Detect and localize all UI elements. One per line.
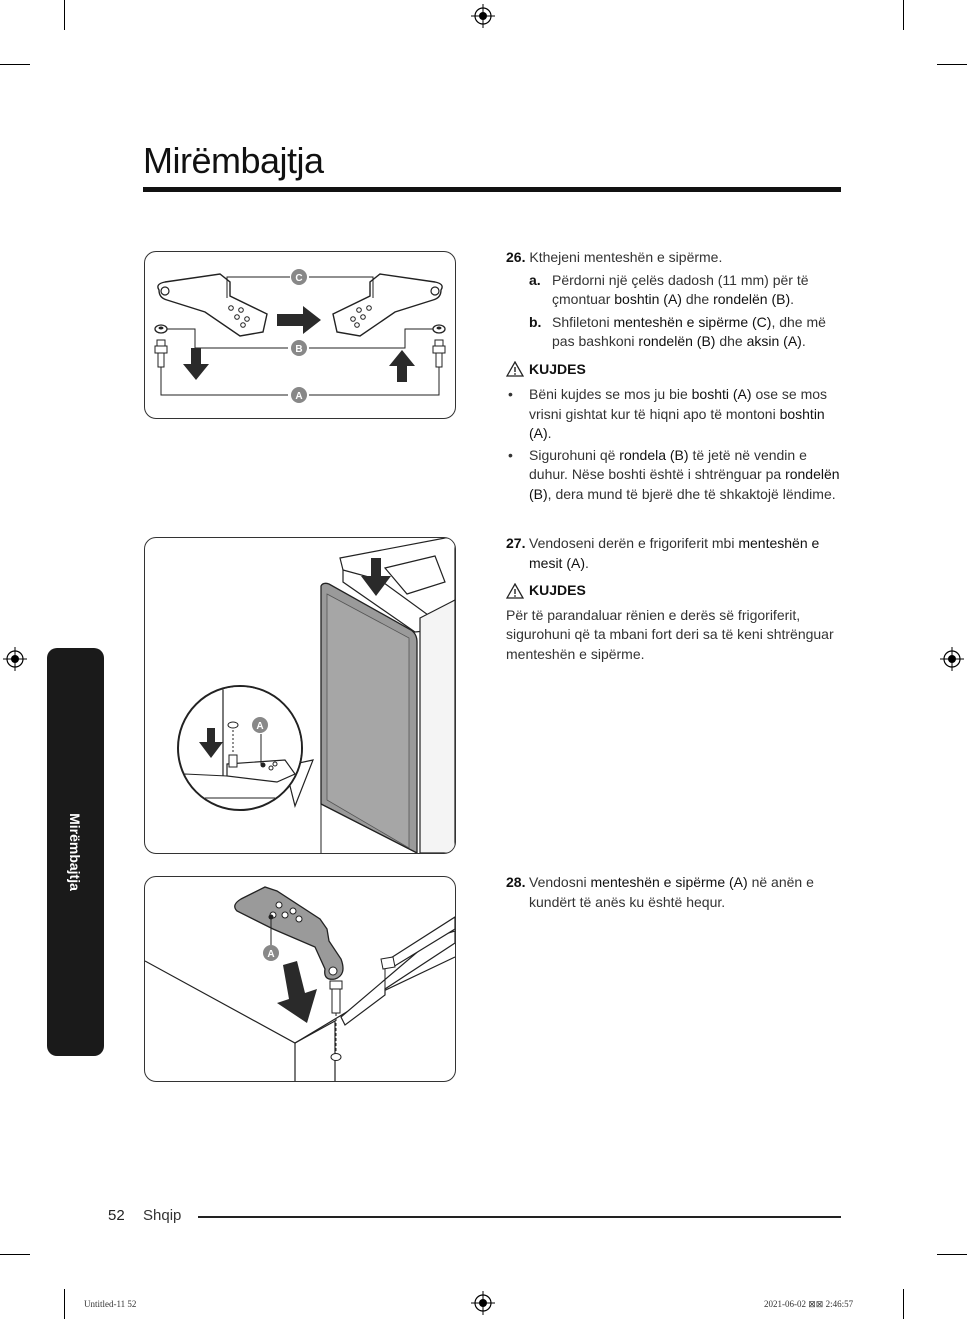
label-a: A <box>295 391 303 402</box>
text: ose se mos vrisni gishtat kur të hiqni apo të montoni <box>529 386 828 422</box>
warning-icon <box>506 361 524 377</box>
bullet-dot: • <box>508 386 513 402</box>
highlight-text: rondelën (B) <box>529 466 840 502</box>
highlight-text: rondela (B) <box>619 446 689 463</box>
label-c: C <box>295 273 303 284</box>
crosshair-icon <box>471 4 495 28</box>
caution-text: Për të parandaluar rënien e derës së frigoriferit, sigurohuni që ta mbani fort deri sa të keni shtrënguar menteshën e sipërme. <box>506 606 834 662</box>
step-28 <box>506 873 841 912</box>
caution-bullet <box>506 385 841 444</box>
title-rule <box>143 187 841 192</box>
step-27 <box>506 534 841 664</box>
crosshair-icon <box>471 1291 495 1315</box>
side-tab-label: Mirëmbajtja <box>67 813 83 891</box>
text: dhe <box>715 333 747 349</box>
highlight-text: menteshën e mesit (A) <box>529 535 820 571</box>
footer-rule <box>198 1216 841 1218</box>
print-info-left: Untitled-11 52 <box>84 1299 137 1309</box>
step-number: 26. <box>506 249 526 265</box>
highlight-text: rondelën (B) <box>713 291 791 307</box>
crosshair-icon <box>940 647 964 671</box>
section-side-tab <box>47 648 104 1056</box>
sub-letter: a. <box>529 271 541 288</box>
figure-hinge-install <box>144 876 456 1082</box>
text: në anën e kundërt të anës ku është hequr. <box>529 874 814 910</box>
caution-label: KUJDES <box>529 360 586 377</box>
crop-mark <box>64 0 65 30</box>
text: . <box>585 554 589 571</box>
step-26-b <box>529 313 841 352</box>
highlight-text: boshti (A) <box>691 386 752 402</box>
crop-mark <box>64 1289 65 1319</box>
caution-heading <box>506 581 841 601</box>
step-number: 27. <box>506 535 526 551</box>
text: Bëni kujdes se mos ju bie <box>529 386 692 402</box>
step-26-a <box>529 271 841 310</box>
text: Shfiletoni <box>552 313 614 330</box>
label-a: A <box>267 949 275 960</box>
highlight-text: menteshën e sipërme (C) <box>613 313 772 330</box>
sub-letter: b. <box>529 313 542 330</box>
crop-mark <box>903 0 904 30</box>
step-26 <box>506 248 841 504</box>
step-27-heading <box>506 534 841 573</box>
highlight-text: boshtin (A) <box>614 291 682 307</box>
text: . <box>547 425 552 441</box>
label-a: A <box>256 721 264 732</box>
footer-language: Shqip <box>143 1207 182 1224</box>
crop-mark <box>937 1254 967 1255</box>
crop-mark <box>0 64 30 65</box>
text: Vendoseni derën e frigoriferit mbi <box>529 535 739 551</box>
crosshair-icon <box>3 647 27 671</box>
text: të jetë në vendin e duhur. Nëse boshti është i shtrënguar pa <box>529 446 807 482</box>
step-text: Kthejeni menteshën e sipërme. <box>529 249 723 265</box>
text: . <box>801 333 806 349</box>
text: Vendosni <box>529 874 591 890</box>
step-28-heading <box>506 873 841 912</box>
highlight-text: boshtin (A) <box>529 405 825 441</box>
text: Përdorni një çelës dadosh (11 mm) për të çmontuar <box>552 271 809 307</box>
crop-mark <box>903 1289 904 1319</box>
step-number: 28. <box>506 874 526 890</box>
highlight-text: rondelën (B) <box>638 333 716 349</box>
crop-mark <box>0 1254 30 1255</box>
figure-door-placement <box>144 537 456 854</box>
figure-hinge-reverse <box>144 251 456 419</box>
caution-heading <box>506 360 841 380</box>
crop-mark <box>937 64 967 65</box>
bullet-dot: • <box>508 446 513 463</box>
text: . <box>790 291 795 307</box>
text: , dera mund të bjerë dhe të shkaktojë lëndime. <box>547 485 836 502</box>
caution-bullet <box>506 446 841 505</box>
caution-label: KUJDES <box>529 582 586 598</box>
warning-icon <box>506 583 524 599</box>
text: dhe <box>681 291 714 307</box>
highlight-text: menteshën e sipërme (A) <box>590 874 748 890</box>
label-b: B <box>295 344 303 355</box>
page-number: 52 <box>108 1207 125 1224</box>
highlight-text: aksin (A) <box>746 333 802 349</box>
text: , dhe më pas bashkoni <box>552 313 826 349</box>
page-title: Mirëmbajtja <box>143 140 324 181</box>
step-26-heading <box>506 248 841 268</box>
print-info-right: 2021-06-02 ⊠⊠ 2:46:57 <box>764 1299 854 1309</box>
text: Sigurohuni që <box>529 446 620 463</box>
